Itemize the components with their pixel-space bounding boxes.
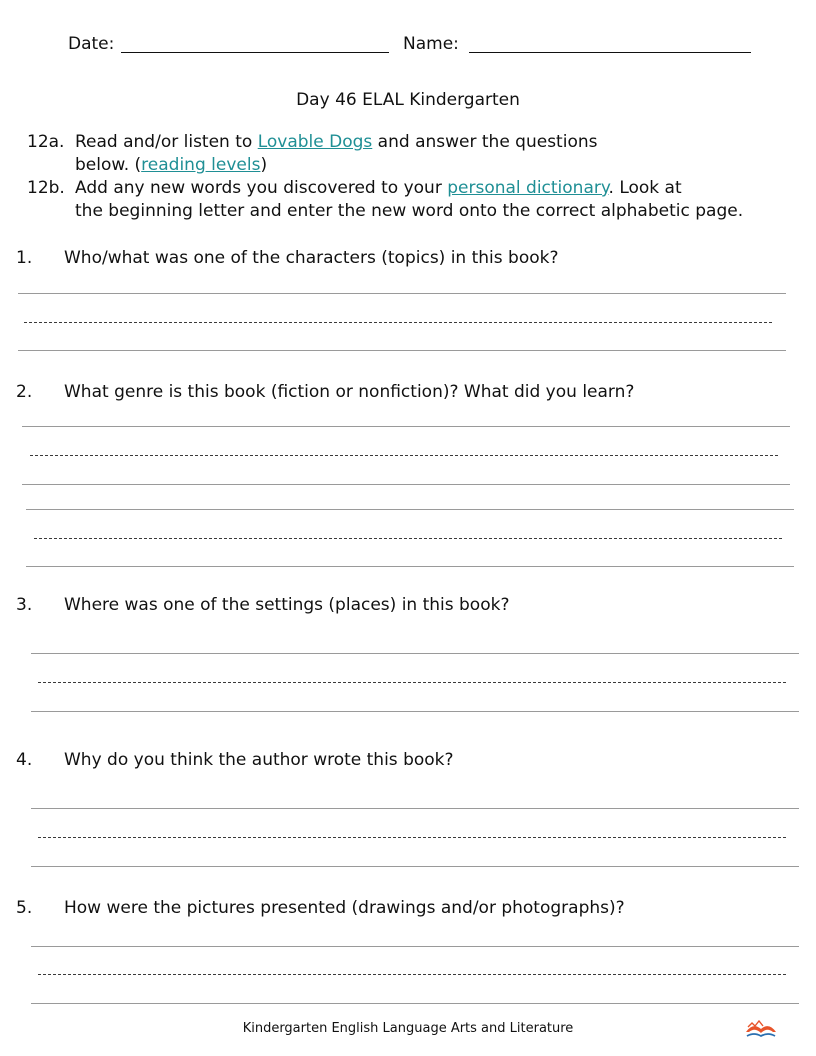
instruction-12b-text: Add any new words you discovered to your bbox=[75, 178, 448, 198]
instruction-12b-line2: the beginning letter and enter the new word onto the correct alphabetic page. bbox=[75, 201, 744, 221]
question-2 bbox=[16, 382, 796, 404]
question-text: Who/what was one of the characters (topics) in this book? bbox=[64, 248, 559, 268]
date-field[interactable] bbox=[121, 52, 389, 53]
name-field[interactable] bbox=[469, 52, 751, 53]
answer-line[interactable] bbox=[26, 509, 794, 510]
lovable-dogs-link[interactable]: Lovable Dogs bbox=[257, 132, 373, 152]
instruction-12a-text: Read and/or listen to bbox=[75, 132, 258, 152]
question-text: How were the pictures presented (drawings and/or photographs)? bbox=[64, 898, 625, 918]
answer-line[interactable] bbox=[18, 350, 786, 351]
question-number: 3. bbox=[16, 595, 33, 615]
answer-line[interactable] bbox=[31, 1003, 799, 1004]
instruction-12a-line2: below. (reading levels) bbox=[75, 155, 268, 175]
answer-line[interactable] bbox=[31, 711, 799, 712]
answer-midline bbox=[38, 682, 786, 683]
question-number: 1. bbox=[16, 248, 33, 268]
answer-line[interactable] bbox=[31, 866, 799, 867]
instruction-12a-number: 12a. bbox=[27, 132, 65, 152]
answer-midline bbox=[38, 837, 786, 838]
answer-line[interactable] bbox=[22, 426, 790, 427]
footer-text: Kindergarten English Language Arts and Literature bbox=[242, 1021, 574, 1036]
instruction-12a bbox=[27, 131, 787, 155]
answer-line[interactable] bbox=[22, 484, 790, 485]
instruction-12b-number: 12b. bbox=[27, 178, 65, 198]
question-text: Why do you think the author wrote this book? bbox=[64, 750, 454, 770]
question-text: What genre is this book (fiction or nonfiction)? What did you learn? bbox=[64, 382, 635, 402]
answer-midline bbox=[38, 974, 786, 975]
instruction-12a-text-cont: and answer the questions bbox=[372, 132, 598, 152]
question-number: 5. bbox=[16, 898, 33, 918]
answer-line[interactable] bbox=[31, 653, 799, 654]
date-label: Date: bbox=[68, 34, 115, 54]
answer-midline bbox=[34, 538, 782, 539]
question-text: Where was one of the settings (places) in this book? bbox=[64, 595, 510, 615]
answer-line[interactable] bbox=[31, 808, 799, 809]
question-number: 2. bbox=[16, 382, 33, 402]
instruction-12b: 12b. Add any new words you discovered to your personal dictionary. Look at bbox=[27, 178, 682, 198]
answer-midline bbox=[24, 322, 772, 323]
question-4 bbox=[16, 750, 796, 772]
open-book-logo-icon bbox=[744, 1018, 778, 1040]
answer-line[interactable] bbox=[26, 566, 794, 567]
question-1 bbox=[16, 248, 796, 270]
answer-line[interactable] bbox=[31, 946, 799, 947]
answer-midline bbox=[30, 455, 778, 456]
reading-levels-link[interactable]: reading levels bbox=[141, 155, 261, 175]
question-5 bbox=[16, 898, 796, 920]
page-title: Day 46 ELAL Kindergarten bbox=[296, 90, 520, 110]
personal-dictionary-link[interactable]: personal dictionary bbox=[447, 178, 609, 198]
name-label: Name: bbox=[403, 34, 459, 54]
question-number: 4. bbox=[16, 750, 33, 770]
answer-line[interactable] bbox=[18, 293, 786, 294]
question-3 bbox=[16, 595, 796, 617]
